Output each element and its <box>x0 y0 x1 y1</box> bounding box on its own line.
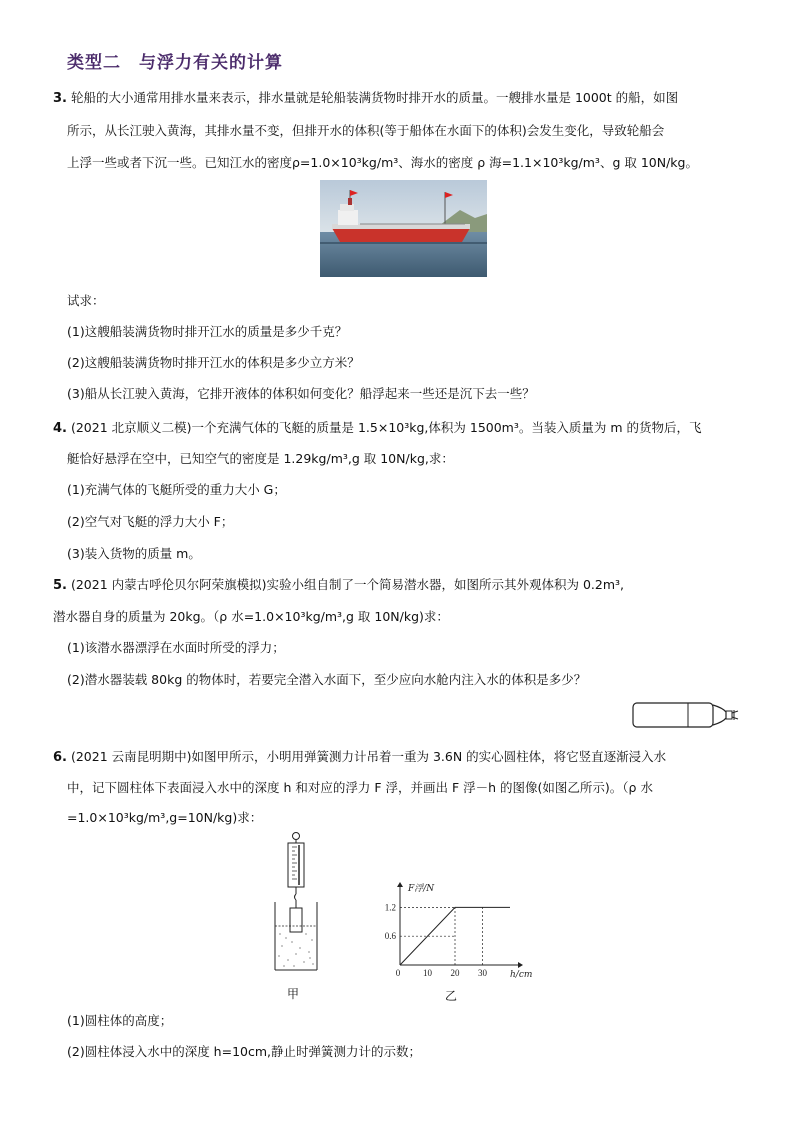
q4-number: 4. <box>53 421 67 436</box>
q5-line-2: 潜水器自身的质量为 20kg。（ρ 水=1.0×10³kg/m³,g 取 10N/kg)求： <box>53 609 449 624</box>
q6-number: 6. <box>53 750 67 765</box>
chart-y-axis-label: F浮/N <box>408 884 435 894</box>
spring-scale-figure <box>265 830 325 982</box>
figure-right-label: 乙 <box>445 989 458 1003</box>
q5-text-1: (2021 内蒙古呼伦贝尔阿荣旗模拟)实验小组自制了一个简易潜水器，如图所示其外观体积为 0.2m³, <box>70 577 625 592</box>
chart-y-tick-label: 1.2 <box>384 902 396 913</box>
q6-text-1: (2021 云南昆明期中)如图甲所示，小明用弹簧测力计吊着一重为 3.6N 的实心圆柱体，将它竖直逐渐浸入水 <box>70 749 667 764</box>
q5-line-1 <box>53 577 624 594</box>
chart-x-tick-label: 20 <box>450 968 460 978</box>
q5-number: 5. <box>53 578 67 593</box>
chart-x-tick-label: 10 <box>423 968 432 978</box>
q3-text-1: 轮船的大小通常用排水量来表示，排水量就是轮船装满货物时排开水的质量。一艘排水量是 1000t 的船，如图 <box>70 90 679 105</box>
chart-x-tick-label: 30 <box>478 968 487 978</box>
chart-x-tick-label: 0 <box>395 968 401 978</box>
q6-line-2: 中，记下圆柱体下表面浸入水中的深度 h 和对应的浮力 F 浮，并画出 F 浮－h 的图像(如图乙所示)。（ρ 水 <box>67 780 653 795</box>
q6-sub-2: (2)圆柱体浸入水中的深度 h=10cm,静止时弹簧测力计的示数； <box>67 1044 422 1059</box>
q3-sub-2: (2)这艘船装满货物时排开江水的体积是多少立方米？ <box>67 355 360 370</box>
q6-sub-1: (1)圆柱体的高度； <box>67 1013 173 1028</box>
q4-line-2: 艇恰好悬浮在空中，已知空气的密度是 1.29kg/m³,g 取 10N/kg,求： <box>67 451 454 466</box>
q6-line-1 <box>53 749 666 766</box>
q4-line-1 <box>53 420 702 437</box>
q5-sub-1: (1)该潜水器漂浮在水面时所受的浮力； <box>67 640 285 655</box>
q4-text-1: (2021 北京顺义二模)一个充满气体的飞艇的质量是 1.5×10³kg,体积为 1500m³。当装入质量为 m 的货物后，飞 <box>70 420 702 435</box>
ship-illustration <box>320 180 487 277</box>
q5-sub-2: (2)潜水器装载 80kg 的物体时，若要完全潜入水面下，至少应向水舱内注入水的体积是多少？ <box>67 672 587 687</box>
q4-sub-1: (1)充满气体的飞艇所受的重力大小 G； <box>67 482 286 497</box>
q3-line-3: 上浮一些或者下沉一些。已知江水的密度ρ=1.0×10³kg/m³、海水的密度 ρ 海=1.1×10³kg/m³、g 取 10N/kg。 <box>67 155 698 170</box>
submersible-bottle-figure <box>628 700 743 730</box>
q4-sub-3: (3)装入货物的质量 m。 <box>67 546 201 561</box>
buoyancy-depth-chart <box>370 880 550 980</box>
q3-ask: 试求： <box>67 293 105 308</box>
figure-left-label: 甲 <box>287 987 300 1001</box>
q6-line-3: =1.0×10³kg/m³,g=10N/kg)求： <box>67 810 263 825</box>
chart-y-tick-label: 0.6 <box>384 931 396 942</box>
ship-photo <box>320 180 487 277</box>
q3-sub-3: (3)船从长江驶入黄海，它排开液体的体积如何变化？船浮起来一些还是沉下去一些？ <box>67 386 535 401</box>
chart-y-arrow <box>397 882 403 887</box>
q3-line-2: 所示，从长江驶入黄海，其排水量不变，但排开水的体积(等于船体在水面下的体积)会发生变化，导致轮船会 <box>67 123 665 138</box>
chart-x-axis-label: h/cm <box>510 970 533 980</box>
q3-sub-1: (1)这艘船装满货物时排开江水的质量是多少千克？ <box>67 324 348 339</box>
section-title: 类型二 与浮力有关的计算 <box>67 53 283 73</box>
q3-number: 3. <box>53 91 67 106</box>
q4-sub-2: (2)空气对飞艇的浮力大小 F； <box>67 514 234 529</box>
chart-x-arrow <box>518 962 523 968</box>
q3-line-1 <box>53 90 678 107</box>
